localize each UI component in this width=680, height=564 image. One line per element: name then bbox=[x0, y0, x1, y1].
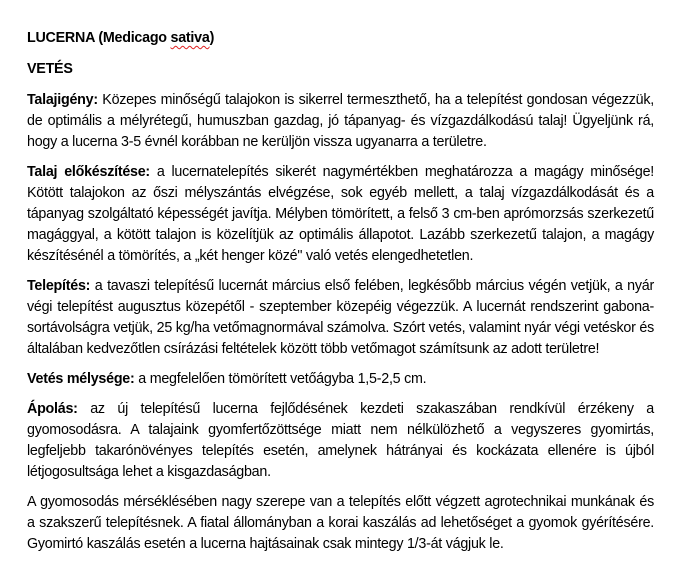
paragraph-text: a tavaszi telepítésű lucernát március első felében, legkésőbb március végén vetjük, a nyár végi telepítést augusztus közepétől - szeptember közepéig végezzük. A lucernát rendszerint gabona-sortávolságra vetjük, 25 kg/ha vetőmagnormával számolva. Szórt vetés, valamint nyár végi vetéskor és általában kedvezőtlen csírázási feltételek között több vetőmagot számítsunk az adott területre! bbox=[27, 278, 654, 357]
paragraph-text: az új telepítésű lucerna fejlődésének kezdeti szakaszában rendkívül érzékeny a gyomosodásra. A talajaink gyomfertőzöttsége miatt nem nélkülözhető a vegyszeres gyomirtás, legfeljebb takarónövényes telepítés esetén, amelynek hátrányai és kockázata ellenére is újból létjogosultsága lehet a kisgazdaságban. bbox=[27, 401, 654, 480]
paragraph-text: a lucernatelepítés sikerét nagymértékben meghatározza a magágy minősége! Kötött talajokon az őszi mélyszántás elvégzése, sok egyéb mellett, a talaj vízgazdálkodását és a tápanyag szolgáltató képességét javítja. Mélyben tömörített, a felső 3 cm-ben aprómorzsás szerkezetű magággyal, a kötött talajon is közelítjük az optimális állapotot. Lazább szerkezetű talajon, a magágy készítésénél a tömörítés, a „két henger közé" való vetés elengedhetetlen. bbox=[27, 164, 654, 264]
paragraph-apolas bbox=[27, 399, 654, 483]
paragraph-label: Ápolás: bbox=[27, 401, 78, 417]
paragraph-talajigeny bbox=[27, 90, 654, 153]
paragraph-label: Telepítés: bbox=[27, 278, 91, 294]
title-suffix: ) bbox=[209, 30, 215, 46]
document-title bbox=[27, 28, 654, 49]
paragraph-vetes-melysege bbox=[27, 369, 654, 390]
paragraph-telepites bbox=[27, 276, 654, 360]
paragraph-gyomosodas bbox=[27, 492, 654, 555]
paragraph-talaj-elokeszitese bbox=[27, 162, 654, 267]
misspelled-word: sativa bbox=[170, 30, 210, 46]
paragraph-label: Talaj előkészítése: bbox=[27, 164, 150, 180]
paragraph-text: A gyomosodás mérséklésében nagy szerepe van a telepítés előtt végzett agrotechnikai munkának és a szakszerű telepítésnek. A fiatal állományban a korai kaszálás ad lehetőséget a gyomok gyérítésére. Gyomirtó kaszálás esetén a lucerna hajtásainak csak mintegy 1/3-át vágjuk le. bbox=[27, 494, 654, 552]
title-prefix: LUCERNA (Medicago bbox=[27, 30, 171, 46]
paragraph-text: Közepes minőségű talajokon is sikerrel termeszthető, ha a telepítést gondosan végezzük, de optimális a mélyrétegű, humuszban gazdag, jó tápanyag- és vízgazdálkodású talaj! Ügyeljünk rá, hogy a lucerna 3-5 évnél korábban ne kerüljön vissza ugyanarra a területre. bbox=[27, 92, 654, 150]
paragraph-label: Talajigény: bbox=[27, 92, 98, 108]
section-heading: VETÉS bbox=[27, 61, 73, 77]
paragraph-text: a megfelelően tömörített vetőágyba 1,5-2,5 cm. bbox=[138, 371, 427, 387]
paragraph-label: Vetés mélysége: bbox=[27, 371, 135, 387]
